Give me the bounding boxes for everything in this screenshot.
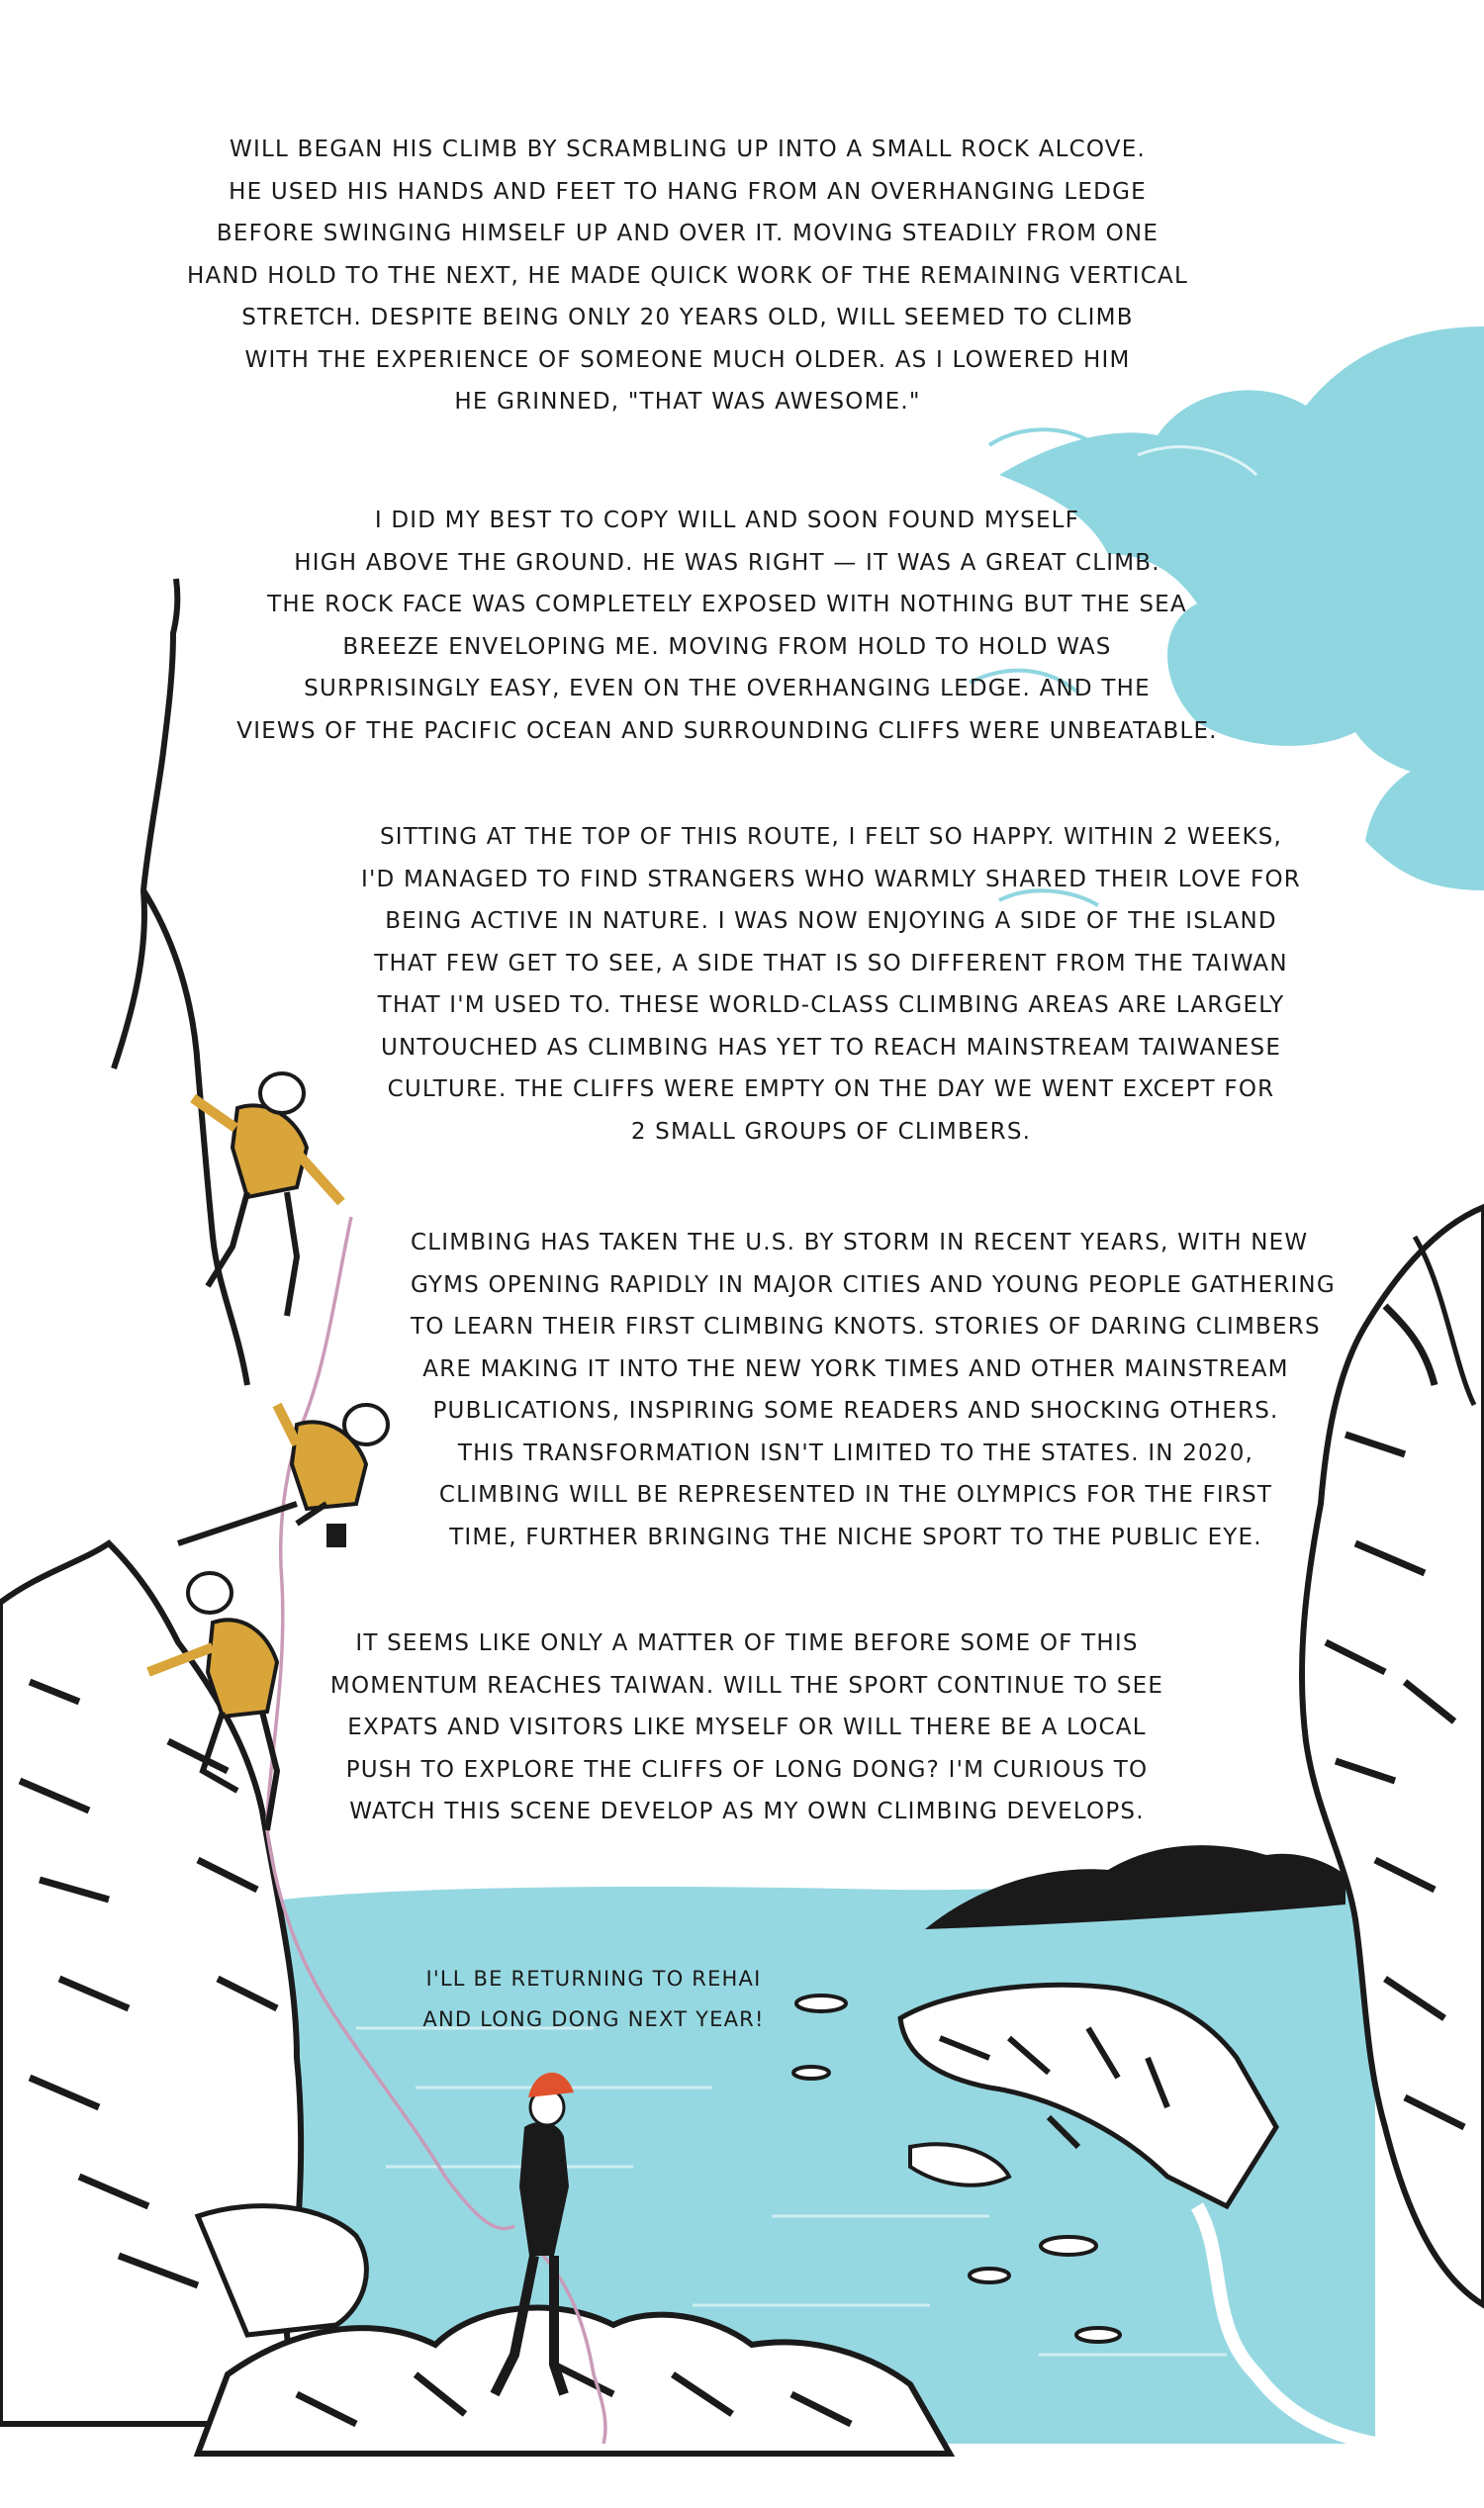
story-paragraph-1 [168,129,1207,423]
story-line: UNTOUCHED AS CLIMBING HAS YET TO REACH MAINSTREAM TAIWANESE [380,1034,1282,1061]
story-line: BEFORE SWINGING HIMSELF UP AND OVER IT. MOVING STEADILY FROM ONE [216,221,1159,246]
story-line: BEING ACTIVE IN NATURE. I WAS NOW ENJOYING A SIDE OF THE ISLAND [385,908,1277,934]
closing-note [396,1959,791,2040]
story-line: STRETCH. DESPITE BEING ONLY 20 YEARS OLD, WILL SEEMED TO CLIMB [241,305,1134,330]
story-line: HAND HOLD TO THE NEXT, HE MADE QUICK WORK OF THE REMAINING VERTICAL [186,262,1188,289]
story-line: CLIMBING HAS TAKEN THE U.S. BY STORM IN RECENT YEARS, WITH NEW [411,1230,1309,1255]
story-line: VIEWS OF THE PACIFIC OCEAN AND SURROUNDING CLIFFS WERE UNBEATABLE. [236,717,1218,744]
story-line: I'D MANAGED TO FIND STRANGERS WHO WARMLY SHARED THEIR LOVE FOR [361,866,1301,892]
story-line: WATCH THIS SCENE DEVELOP AS MY OWN CLIMBING DEVELOPS. [349,1799,1145,1824]
story-line: HIGH ABOVE THE GROUND. HE WAS RIGHT — IT WAS A GREAT CLIMB. [294,549,1160,576]
story-line: I'LL BE RETURNING TO REHAI [425,1967,762,1991]
climber-top [193,1073,341,1316]
story-line: WILL BEGAN HIS CLIMB BY SCRAMBLING UP INTO A SMALL ROCK ALCOVE. [230,137,1146,162]
story-line: GYMS OPENING RAPIDLY IN MAJOR CITIES AND YOUNG PEOPLE GATHERING [411,1271,1336,1298]
story-line: I DID MY BEST TO COPY WILL AND SOON FOUND MYSELF [374,508,1080,533]
story-line: AND LONG DONG NEXT YEAR! [422,2007,765,2031]
story-line: SURPRISINGLY EASY, EVEN ON THE OVERHANGING LEDGE. AND THE [304,676,1151,701]
story-line: PUBLICATIONS, INSPIRING SOME READERS AND SHOCKING OTHERS. [432,1398,1279,1424]
story-line: HE USED HIS HANDS AND FEET TO HANG FROM AN OVERHANGING LEDGE [229,178,1147,205]
story-line: CLIMBING WILL BE REPRESENTED IN THE OLYMPICS FOR THE FIRST [438,1482,1273,1508]
story-line: MOMENTUM REACHES TAIWAN. WILL THE SPORT CONTINUE TO SEE [329,1672,1164,1699]
story-paragraph-4 [411,1222,1336,1558]
story-line: THAT I'M USED TO. THESE WORLD-CLASS CLIMBING AREAS ARE LARGELY [377,992,1285,1018]
story-line: PUSH TO EXPLORE THE CLIFFS OF LONG DONG? I'M CURIOUS TO [345,1756,1149,1783]
story-line: 2 SMALL GROUPS OF CLIMBERS. [630,1118,1032,1145]
story-line: EXPATS AND VISITORS LIKE MYSELF OR WILL THERE BE A LOCAL [347,1715,1147,1740]
story-paragraph-3 [341,816,1321,1153]
story-line: THAT FEW GET TO SEE, A SIDE THAT IS SO DIFFERENT FROM THE TAIWAN [374,950,1288,976]
story-line: BREEZE ENVELOPING ME. MOVING FROM HOLD TO HOLD WAS [342,633,1112,660]
story-line: THE ROCK FACE WAS COMPLETELY EXPOSED WITH NOTHING BUT THE SEA [267,592,1187,617]
story-line: THIS TRANSFORMATION ISN'T LIMITED TO THE STATES. IN 2020, [457,1440,1254,1466]
story-line: ARE MAKING IT INTO THE NEW YORK TIMES AND OTHER MAINSTREAM [422,1355,1289,1382]
story-line: WITH THE EXPERIENCE OF SOMEONE MUCH OLDER. AS I LOWERED HIM [244,346,1131,373]
story-line: HE GRINNED, "THAT WAS AWESOME." [454,389,921,415]
story-line: TIME, FURTHER BRINGING THE NICHE SPORT TO THE PUBLIC EYE. [449,1524,1262,1550]
story-line: CULTURE. THE CLIFFS WERE EMPTY ON THE DAY WE WENT EXCEPT FOR [387,1076,1275,1102]
story-line: SITTING AT THE TOP OF THIS ROUTE, I FELT SO HAPPY. WITHIN 2 WEEKS, [379,824,1283,850]
story-line: TO LEARN THEIR FIRST CLIMBING KNOTS. STORIES OF DARING CLIMBERS [411,1314,1321,1340]
story-paragraph-5 [317,1623,1177,1833]
story-line: IT SEEMS LIKE ONLY A MATTER OF TIME BEFORE SOME OF THIS [355,1630,1139,1656]
story-paragraph-2 [198,500,1256,752]
